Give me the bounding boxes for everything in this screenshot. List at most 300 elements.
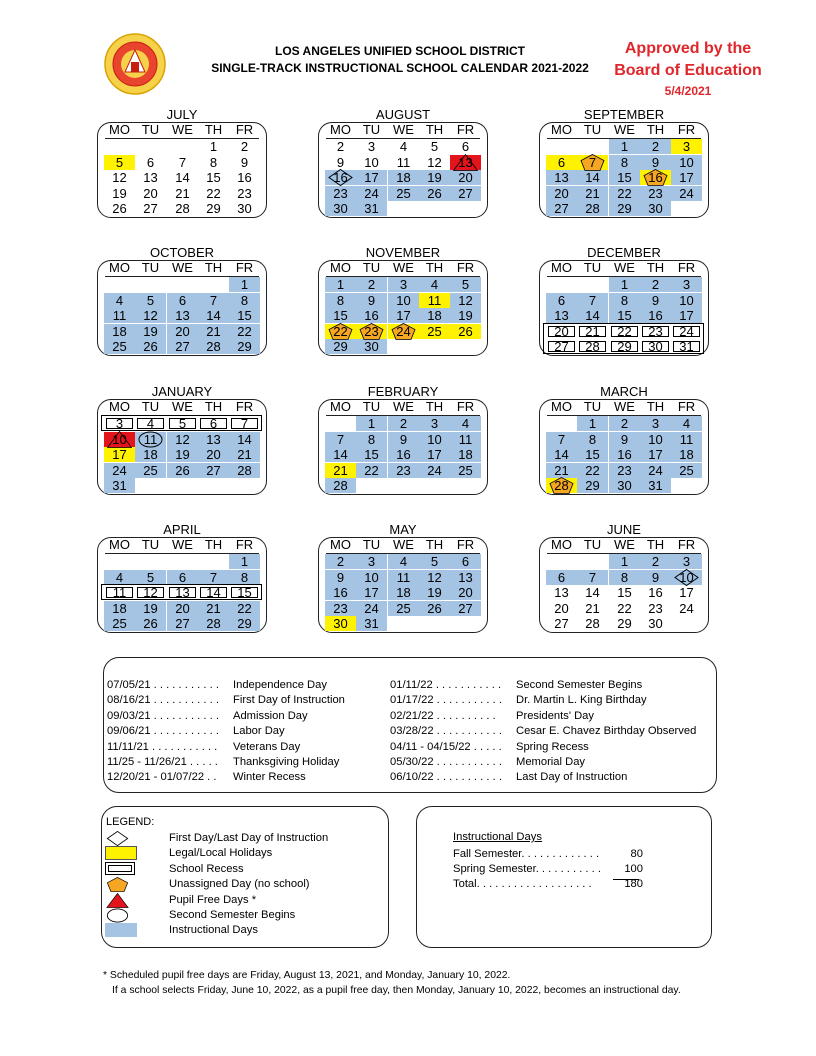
day-number: 31 bbox=[112, 478, 127, 493]
day-number: 4 bbox=[461, 416, 470, 431]
calendar-day bbox=[450, 432, 481, 447]
day-number: 6 bbox=[461, 554, 470, 569]
day-number: 22 bbox=[617, 600, 632, 616]
calendar-day bbox=[450, 186, 481, 201]
day-number: 20 bbox=[458, 170, 473, 185]
calendar-day bbox=[640, 616, 671, 631]
day-number: 21 bbox=[585, 600, 600, 616]
calendar-day bbox=[356, 616, 387, 631]
day-number: 29 bbox=[617, 201, 632, 216]
calendar-day bbox=[640, 170, 671, 185]
day-number: 28 bbox=[206, 616, 221, 631]
calendar-day bbox=[356, 339, 387, 354]
holiday-name: Admission Day bbox=[233, 709, 308, 722]
weekday-header: MO bbox=[551, 399, 572, 414]
calendar-day bbox=[167, 416, 198, 431]
day-number: 12 bbox=[112, 170, 127, 185]
day-number: 17 bbox=[679, 170, 694, 185]
day-number: 27 bbox=[554, 616, 569, 631]
day-number: 6 bbox=[209, 416, 218, 431]
calendar-day bbox=[450, 170, 481, 185]
calendar-day bbox=[419, 585, 450, 600]
calendar-day bbox=[229, 416, 260, 431]
calendar-day bbox=[198, 155, 229, 170]
day-number: 5 bbox=[461, 277, 470, 292]
calendar-day bbox=[640, 201, 671, 216]
day-number: 31 bbox=[648, 478, 663, 493]
day-number: 27 bbox=[143, 201, 158, 216]
day-number: 1 bbox=[620, 139, 629, 154]
legend-item bbox=[102, 908, 388, 923]
day-number: 15 bbox=[617, 308, 632, 323]
day-number: 20 bbox=[554, 600, 569, 616]
day-number: 28 bbox=[333, 478, 348, 493]
day-number: 13 bbox=[206, 431, 221, 447]
day-number: 12 bbox=[143, 308, 158, 323]
legend-label: School Recess bbox=[169, 862, 244, 875]
calendar-day bbox=[167, 616, 198, 631]
calendar-day bbox=[388, 293, 419, 308]
district-name: LOS ANGELES UNIFIED SCHOOL DISTRICT bbox=[274, 44, 525, 58]
calendar-day bbox=[388, 432, 419, 447]
footnote-line-1: * Scheduled pupil free days are Friday, August 13, 2021, and Monday, January 10, 2022. bbox=[103, 970, 511, 981]
calendar-day bbox=[229, 324, 260, 339]
day-number: 1 bbox=[336, 277, 345, 292]
day-number: 30 bbox=[648, 201, 663, 216]
holiday-date: 09/03/21 . . . . . . . . . . . bbox=[107, 709, 219, 722]
weekday-header: WE bbox=[172, 122, 193, 137]
calendar-day bbox=[198, 570, 229, 585]
day-number: 18 bbox=[143, 447, 158, 462]
day-number: 8 bbox=[620, 154, 629, 170]
day-number: 31 bbox=[364, 201, 379, 216]
day-number: 18 bbox=[396, 170, 411, 185]
day-number: 6 bbox=[557, 154, 566, 170]
day-number: 7 bbox=[557, 431, 566, 447]
calendar-day bbox=[388, 585, 419, 600]
weekday-header: MO bbox=[551, 122, 572, 137]
calendar-day bbox=[450, 585, 481, 600]
day-number: 3 bbox=[651, 416, 660, 431]
day-number: 31 bbox=[364, 616, 379, 631]
calendar-day bbox=[577, 186, 608, 201]
legend-label: Unassigned Day (no school) bbox=[169, 878, 310, 891]
calendar-day bbox=[135, 201, 166, 216]
day-number: 30 bbox=[617, 478, 632, 493]
weekday-header: MO bbox=[109, 399, 130, 414]
calendar-day bbox=[167, 447, 198, 462]
holiday-name: Independence Day bbox=[233, 679, 327, 691]
calendar-day bbox=[671, 416, 702, 431]
calendar-day bbox=[419, 186, 450, 201]
calendar-day bbox=[450, 155, 481, 170]
day-number: 11 bbox=[396, 569, 411, 585]
day-number: 28 bbox=[206, 339, 221, 354]
calendar-day bbox=[577, 324, 608, 339]
day-number: 20 bbox=[206, 447, 221, 462]
day-number: 14 bbox=[206, 585, 221, 600]
approval-line-1: Approved by the bbox=[624, 40, 752, 57]
weekday-header: WE bbox=[614, 537, 635, 552]
calendar-day bbox=[450, 554, 481, 569]
weekday-header: WE bbox=[393, 399, 414, 414]
weekday-header: FR bbox=[456, 537, 475, 552]
calendar-day bbox=[671, 324, 702, 339]
month-july bbox=[97, 107, 267, 218]
month-name: SEPTEMBER bbox=[583, 107, 665, 122]
calendar-day bbox=[356, 139, 387, 154]
day-number: 17 bbox=[364, 170, 379, 185]
calendar-day bbox=[640, 554, 671, 569]
day-number: 20 bbox=[458, 585, 473, 600]
total-value: 180 bbox=[624, 878, 643, 890]
calendar-day bbox=[388, 170, 419, 185]
month-december bbox=[539, 245, 709, 356]
day-number: 20 bbox=[143, 185, 158, 201]
calendar-day bbox=[577, 339, 608, 354]
weekday-header: WE bbox=[393, 122, 414, 137]
day-number: 8 bbox=[620, 569, 629, 585]
day-number: 10 bbox=[648, 431, 663, 447]
day-number: 28 bbox=[175, 201, 190, 216]
day-number: 18 bbox=[458, 447, 473, 462]
weekday-header: FR bbox=[235, 399, 254, 414]
calendar-day bbox=[388, 139, 419, 154]
calendar-day bbox=[229, 554, 260, 569]
day-number: 5 bbox=[146, 292, 155, 308]
calendar-day bbox=[671, 308, 702, 323]
day-number: 25 bbox=[396, 600, 411, 616]
calendar-day bbox=[546, 432, 577, 447]
day-number: 14 bbox=[206, 308, 221, 323]
day-number: 13 bbox=[458, 154, 473, 170]
day-number: 9 bbox=[651, 292, 660, 308]
day-number: 21 bbox=[585, 323, 600, 339]
calendar-day bbox=[419, 570, 450, 585]
weekday-header: TH bbox=[204, 122, 223, 137]
day-number: 25 bbox=[143, 462, 158, 478]
day-number: 17 bbox=[112, 447, 127, 462]
calendar-day bbox=[640, 186, 671, 201]
recess-box-icon bbox=[105, 862, 135, 875]
calendar-day bbox=[167, 601, 198, 616]
month-name: MAY bbox=[389, 522, 417, 537]
day-number: 11 bbox=[458, 431, 473, 447]
weekday-header: TH bbox=[204, 260, 223, 275]
holiday-date: 08/16/21 . . . . . . . . . . . bbox=[107, 694, 219, 707]
day-number: 21 bbox=[237, 447, 252, 462]
calendar-day bbox=[640, 155, 671, 170]
calendar-day bbox=[104, 201, 135, 216]
day-number: 23 bbox=[237, 185, 252, 201]
calendar-day bbox=[577, 616, 608, 631]
day-number: 26 bbox=[427, 185, 442, 201]
weekday-header: TU bbox=[583, 260, 602, 275]
legend-title: LEGEND: bbox=[106, 816, 155, 828]
day-number: 6 bbox=[557, 569, 566, 585]
day-number: 13 bbox=[143, 170, 158, 185]
calendar-day bbox=[546, 478, 577, 493]
district-seal-icon bbox=[103, 32, 167, 96]
calendar-day bbox=[229, 201, 260, 216]
day-number: 29 bbox=[617, 339, 632, 354]
calendar-day bbox=[167, 570, 198, 585]
calendar-day bbox=[325, 293, 356, 308]
calendar-day bbox=[325, 447, 356, 462]
holiday-name: Second Semester Begins bbox=[516, 679, 643, 691]
weekday-header: FR bbox=[456, 122, 475, 137]
calendar-day bbox=[198, 339, 229, 354]
weekday-header: FR bbox=[456, 399, 475, 414]
day-number: 27 bbox=[458, 600, 473, 616]
calendar-day bbox=[104, 308, 135, 323]
day-number: 16 bbox=[364, 308, 379, 323]
day-number: 11 bbox=[427, 292, 442, 308]
calendar-day bbox=[167, 463, 198, 478]
calendar-day bbox=[104, 155, 135, 170]
calendar-day bbox=[325, 277, 356, 292]
day-number: 12 bbox=[427, 569, 442, 585]
month-october bbox=[97, 245, 267, 356]
day-number: 20 bbox=[175, 600, 190, 616]
day-number: 19 bbox=[458, 308, 473, 323]
calendar-day bbox=[609, 293, 640, 308]
day-number: 7 bbox=[336, 431, 345, 447]
month-name: AUGUST bbox=[375, 107, 431, 122]
day-number: 24 bbox=[679, 185, 694, 201]
calendar-day bbox=[229, 585, 260, 600]
calendar-day bbox=[135, 339, 166, 354]
calendar-day bbox=[198, 201, 229, 216]
day-number: 2 bbox=[620, 416, 629, 431]
calendar-day bbox=[356, 432, 387, 447]
day-number: 24 bbox=[427, 462, 442, 478]
calendar-day bbox=[609, 155, 640, 170]
instructional-days-summary bbox=[416, 806, 712, 948]
fall-semester-label: Fall Semester. . . . . . . . . . . . . bbox=[453, 848, 600, 860]
day-number: 13 bbox=[458, 569, 473, 585]
weekday-header: TU bbox=[583, 122, 602, 137]
blue-box-icon bbox=[105, 923, 137, 937]
calendar-day bbox=[388, 447, 419, 462]
day-number: 22 bbox=[237, 323, 252, 339]
day-number: 2 bbox=[240, 139, 249, 154]
day-number: 3 bbox=[115, 416, 124, 431]
calendar-day bbox=[229, 170, 260, 185]
day-number: 9 bbox=[336, 569, 345, 585]
holiday-name: Winter Recess bbox=[233, 771, 306, 784]
weekday-header: TH bbox=[425, 399, 444, 414]
day-number: 15 bbox=[237, 308, 252, 323]
day-number: 30 bbox=[333, 201, 348, 216]
month-name: JULY bbox=[166, 107, 198, 122]
day-number: 14 bbox=[237, 431, 252, 447]
weekday-header: TH bbox=[646, 260, 665, 275]
calendar-day bbox=[104, 616, 135, 631]
legend-item bbox=[102, 923, 388, 938]
day-number: 3 bbox=[367, 554, 376, 569]
calendar-day bbox=[356, 170, 387, 185]
instructional-days-title: Instructional Days bbox=[453, 831, 542, 843]
calendar-day bbox=[229, 616, 260, 631]
total-label: Total. . . . . . . . . . . . . . . . . . . bbox=[453, 878, 592, 890]
calendar-day bbox=[546, 447, 577, 462]
calendar-day bbox=[356, 155, 387, 170]
calendar-day bbox=[671, 339, 702, 354]
day-number: 1 bbox=[240, 277, 249, 292]
holiday-name: First Day of Instruction bbox=[233, 694, 345, 707]
calendar-day bbox=[325, 308, 356, 323]
month-name: MARCH bbox=[600, 384, 648, 399]
calendar-day bbox=[640, 447, 671, 462]
weekday-header: FR bbox=[677, 399, 696, 414]
day-number: 21 bbox=[554, 462, 569, 478]
calendar-day bbox=[671, 432, 702, 447]
calendar-day bbox=[325, 324, 356, 339]
calendar-day bbox=[546, 201, 577, 216]
calendar-day bbox=[388, 308, 419, 323]
weekday-header: FR bbox=[677, 122, 696, 137]
day-number: 19 bbox=[427, 585, 442, 600]
day-number: 11 bbox=[112, 585, 127, 600]
calendar-day bbox=[671, 554, 702, 569]
day-number: 18 bbox=[112, 600, 127, 616]
calendar-day bbox=[577, 170, 608, 185]
calendar-day bbox=[671, 170, 702, 185]
legend-item bbox=[102, 877, 388, 892]
calendar-day bbox=[609, 139, 640, 154]
day-number: 18 bbox=[396, 585, 411, 600]
calendar-day bbox=[419, 554, 450, 569]
calendar-day bbox=[450, 416, 481, 431]
day-number: 29 bbox=[585, 478, 600, 493]
calendar-day bbox=[609, 478, 640, 493]
weekday-header: TH bbox=[646, 122, 665, 137]
day-number: 25 bbox=[396, 185, 411, 201]
calendar-day bbox=[135, 416, 166, 431]
weekday-header: MO bbox=[330, 537, 351, 552]
day-number: 3 bbox=[682, 277, 691, 292]
day-number: 24 bbox=[396, 323, 411, 339]
calendar-day bbox=[356, 201, 387, 216]
weekday-header: TU bbox=[141, 122, 160, 137]
day-number: 21 bbox=[333, 462, 348, 478]
calendar-day bbox=[577, 416, 608, 431]
weekday-header: TU bbox=[141, 399, 160, 414]
diamond-icon bbox=[105, 831, 137, 846]
legend-item bbox=[102, 846, 388, 861]
calendar-day bbox=[356, 601, 387, 616]
day-number: 18 bbox=[112, 323, 127, 339]
calendar-day bbox=[104, 432, 135, 447]
fall-semester-value: 80 bbox=[630, 848, 643, 860]
approval-date: 5/4/2021 bbox=[664, 84, 712, 98]
day-number: 7 bbox=[209, 569, 218, 585]
day-number: 23 bbox=[333, 185, 348, 201]
calendar-day bbox=[135, 432, 166, 447]
month-february bbox=[318, 384, 488, 495]
calendar-day bbox=[609, 463, 640, 478]
calendar-day bbox=[325, 585, 356, 600]
calendar-title-block bbox=[190, 43, 610, 77]
month-name: OCTOBER bbox=[149, 245, 215, 260]
calendar-day bbox=[671, 293, 702, 308]
calendar-day bbox=[135, 616, 166, 631]
day-number: 5 bbox=[430, 554, 439, 569]
calendar-day bbox=[546, 463, 577, 478]
weekday-header: WE bbox=[172, 260, 193, 275]
day-number: 9 bbox=[336, 154, 345, 170]
calendar-day bbox=[640, 324, 671, 339]
calendar-day bbox=[450, 570, 481, 585]
calendar-day bbox=[577, 155, 608, 170]
day-number: 9 bbox=[651, 569, 660, 585]
day-number: 29 bbox=[206, 201, 221, 216]
footnote-line-2: If a school selects Friday, June 10, 2022, as a pupil free day, then Monday, January 10, 2022, becomes an instructional day. bbox=[112, 985, 681, 996]
day-number: 19 bbox=[143, 600, 158, 616]
calendar-day bbox=[419, 139, 450, 154]
weekday-header: TH bbox=[646, 537, 665, 552]
day-number: 9 bbox=[620, 431, 629, 447]
calendar-day bbox=[135, 463, 166, 478]
calendar-day bbox=[388, 570, 419, 585]
calendar-day bbox=[609, 432, 640, 447]
holiday-name: Memorial Day bbox=[516, 756, 586, 768]
day-number: 3 bbox=[682, 139, 691, 154]
day-number: 19 bbox=[112, 185, 127, 201]
day-number: 7 bbox=[588, 154, 597, 170]
calendar-day bbox=[229, 432, 260, 447]
calendar-day bbox=[640, 585, 671, 600]
weekday-header: WE bbox=[614, 260, 635, 275]
calendar-day bbox=[104, 170, 135, 185]
calendar-day bbox=[356, 324, 387, 339]
calendar-day bbox=[325, 339, 356, 354]
weekday-header: TH bbox=[425, 122, 444, 137]
calendar-day bbox=[388, 277, 419, 292]
day-number: 17 bbox=[679, 308, 694, 323]
calendar-day bbox=[546, 170, 577, 185]
calendar-day bbox=[229, 601, 260, 616]
calendar-day bbox=[198, 616, 229, 631]
calendar-day bbox=[640, 432, 671, 447]
day-number: 12 bbox=[143, 585, 158, 600]
day-number: 22 bbox=[617, 323, 632, 339]
weekday-header: TU bbox=[362, 122, 381, 137]
calendar-day bbox=[167, 155, 198, 170]
day-number: 17 bbox=[679, 585, 694, 600]
calendar-day bbox=[198, 463, 229, 478]
calendar-day bbox=[135, 447, 166, 462]
total-row bbox=[453, 877, 643, 892]
calendar-day bbox=[609, 416, 640, 431]
calendar-day bbox=[229, 447, 260, 462]
day-number: 24 bbox=[364, 600, 379, 616]
calendar-day bbox=[546, 308, 577, 323]
calendar-day bbox=[640, 570, 671, 585]
day-number: 12 bbox=[458, 292, 473, 308]
calendar-day bbox=[577, 293, 608, 308]
holiday-date: 12/20/21 - 01/07/22 . . bbox=[107, 771, 217, 784]
weekday-header: TH bbox=[204, 399, 223, 414]
calendar-day bbox=[135, 186, 166, 201]
day-number: 8 bbox=[240, 569, 249, 585]
day-number: 18 bbox=[679, 447, 694, 462]
calendar-day bbox=[325, 554, 356, 569]
calendar-day bbox=[640, 293, 671, 308]
day-number: 17 bbox=[648, 447, 663, 462]
holiday-name: Presidents' Day bbox=[516, 709, 594, 722]
